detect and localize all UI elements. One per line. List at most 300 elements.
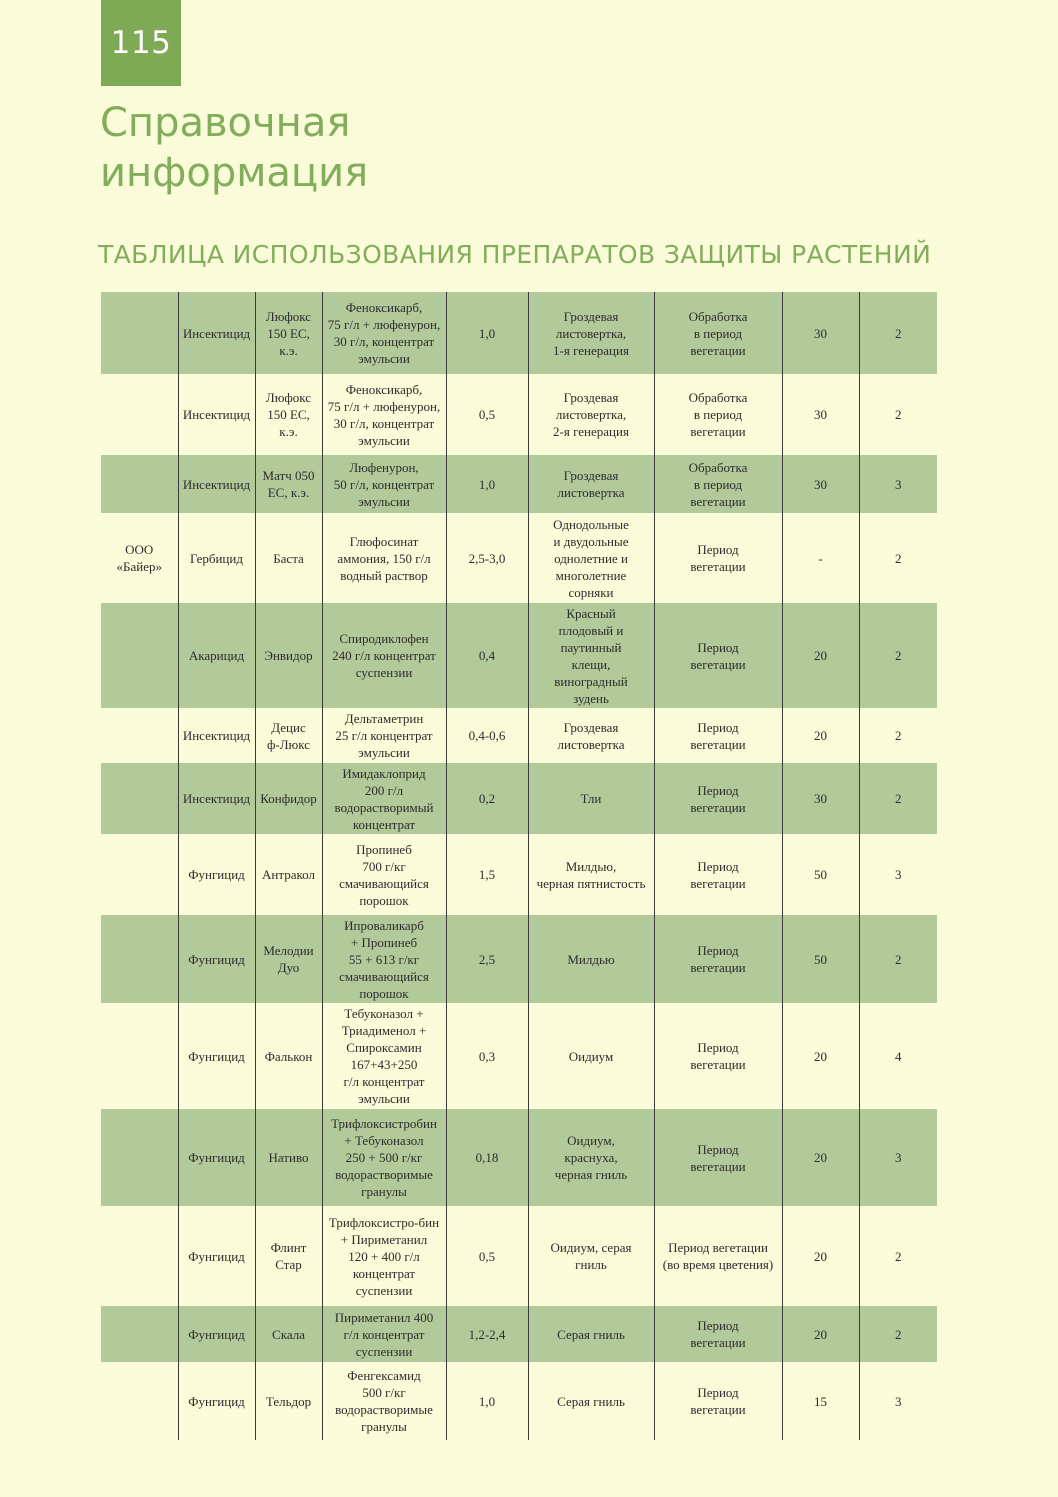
cell-line: Оидиум — [568, 1048, 614, 1064]
cell-line: Стар — [275, 1257, 302, 1272]
target-cell — [528, 455, 654, 513]
company-cell — [101, 763, 178, 834]
cell-value: 2 — [895, 325, 902, 341]
cell-value: 0,4 — [478, 648, 496, 663]
timing-cell — [654, 455, 782, 513]
timing-cell — [654, 374, 782, 455]
cell-line: 30 г/л, концентрат — [333, 415, 435, 431]
cell-line: Скала — [272, 1326, 305, 1342]
cell-line: 2-я генерация — [553, 424, 629, 439]
cell-line: Триадименол + — [341, 1023, 427, 1038]
page-number-tab — [101, 0, 181, 86]
treatments-count-cell — [859, 915, 937, 1003]
treatments-count-cell — [859, 1109, 937, 1206]
cell-value: 0,4-0,6 — [468, 728, 506, 743]
cell-line: гранулы — [361, 1419, 407, 1434]
cell-line: Мелодии — [263, 943, 314, 958]
cell-value: 30 — [814, 476, 827, 492]
product-cell — [255, 1206, 322, 1306]
waiting-days-cell — [782, 1003, 859, 1109]
cell-line: Энвидор — [264, 648, 313, 663]
cell-line: вегетации — [690, 656, 746, 672]
cell-line: Инсектицид — [182, 407, 251, 422]
cell-line: концентрат — [352, 1265, 416, 1281]
cell-line: паутинный — [560, 639, 622, 655]
cell-line: 700 г/кг — [362, 858, 406, 874]
cell-line: вегетации — [690, 960, 746, 975]
target-cell — [528, 374, 654, 455]
target-cell — [528, 603, 654, 708]
treatments-count-cell — [859, 1306, 937, 1362]
cell-line: и двудольные — [553, 533, 629, 549]
cell-line: Трифлоксистробин — [331, 1116, 437, 1131]
cell-line: Фалькон — [264, 1048, 313, 1064]
target-cell — [528, 763, 654, 834]
cell-value: 0,5 — [478, 1248, 496, 1264]
rate-cell — [446, 292, 528, 374]
rate-cell — [446, 1362, 528, 1440]
company-cell — [101, 708, 178, 763]
timing-cell — [654, 1109, 782, 1206]
cell-line: порошок — [359, 892, 409, 908]
treatments-count-cell — [859, 455, 937, 513]
cell-line: Серая гниль — [557, 1393, 625, 1409]
cell-value: 2 — [895, 648, 902, 663]
product-cell — [255, 513, 322, 603]
cell-line: вегетации — [690, 1158, 746, 1174]
cell-line: вегетации — [690, 342, 746, 358]
timing-cell — [654, 1003, 782, 1109]
cell-line: 55 + 613 г/кг — [348, 951, 420, 967]
cell-line: Дуо — [277, 960, 300, 975]
substance-cell — [322, 1362, 446, 1440]
cell-line: Период — [697, 1385, 739, 1400]
waiting-days-cell — [782, 374, 859, 455]
rate-cell — [446, 1306, 528, 1362]
cell-line: эмульсии — [358, 1091, 410, 1106]
product-cell — [255, 1109, 322, 1206]
target-cell — [528, 513, 654, 603]
table-row — [101, 1306, 937, 1362]
cell-line: Фунгицид — [188, 1150, 245, 1165]
cell-line: эмульсии — [358, 493, 410, 509]
cell-line: водорастворимые — [335, 1402, 433, 1417]
waiting-days-cell — [782, 1362, 859, 1440]
product-cell — [255, 763, 322, 834]
type-cell — [178, 1003, 255, 1109]
cell-line: Нативо — [268, 1150, 309, 1165]
cell-line: Обработка — [688, 459, 748, 475]
cell-line: краснуха, — [564, 1150, 618, 1165]
cell-line: Обработка — [688, 390, 748, 405]
cell-line: вегетации — [690, 424, 746, 439]
rate-cell — [446, 1109, 528, 1206]
company-cell — [101, 1306, 178, 1362]
company-cell — [101, 915, 178, 1003]
cell-line: суспензии — [355, 665, 413, 680]
cell-line: Антракол — [262, 867, 315, 882]
cell-line: плодовый и — [558, 622, 624, 638]
page-title-line: информация — [100, 150, 369, 196]
cell-value: 0,18 — [475, 1150, 499, 1165]
cell-value: 3 — [895, 476, 902, 492]
cell-line: Феноксикарб, — [345, 300, 423, 315]
cell-line: + Пириметанил — [340, 1231, 428, 1247]
table-row — [101, 1003, 937, 1109]
cell-line: Период — [697, 1318, 739, 1333]
cell-line: (во время цветения) — [662, 1257, 774, 1272]
cell-line: Гербицид — [190, 550, 243, 566]
type-cell — [178, 292, 255, 374]
cell-value: 2,5 — [478, 951, 496, 967]
table-body — [101, 292, 937, 1440]
cell-line: Период вегетации — [668, 1240, 768, 1255]
company-cell — [101, 455, 178, 513]
treatments-count-cell — [859, 1362, 937, 1440]
table-row — [101, 1206, 937, 1306]
cell-line: Милдью, — [565, 858, 617, 874]
type-cell — [178, 455, 255, 513]
cell-value: 1,2-2,4 — [468, 1326, 506, 1342]
cell-line: 250 + 500 г/кг — [345, 1150, 423, 1165]
cell-line: Тельдор — [265, 1393, 312, 1409]
type-cell — [178, 834, 255, 915]
cell-line: зудень — [573, 690, 609, 706]
treatments-count-cell — [859, 708, 937, 763]
cell-line: гниль — [575, 1257, 607, 1272]
cell-line: г/л концентрат — [343, 1326, 425, 1342]
company-cell — [101, 374, 178, 455]
cell-line: Однодольные — [553, 516, 629, 532]
type-cell — [178, 513, 255, 603]
cell-line: вегетации — [690, 1057, 746, 1072]
type-cell — [178, 1306, 255, 1362]
substance-cell — [322, 1306, 446, 1362]
cell-line: Пропинеб — [356, 841, 412, 857]
cell-line: Обработка — [688, 308, 748, 324]
cell-line: в период — [693, 407, 743, 422]
cell-value: 4 — [895, 1048, 902, 1064]
cell-line: суспензии — [355, 1282, 413, 1298]
type-cell — [178, 603, 255, 708]
product-cell — [255, 708, 322, 763]
page-title-line: Справочная — [100, 100, 351, 146]
product-cell — [255, 292, 322, 374]
cell-line: Инсектицид — [182, 325, 251, 341]
cell-line: эмульсии — [358, 432, 410, 448]
cell-line: Акарицид — [188, 648, 245, 663]
table-row — [101, 374, 937, 455]
cell-value: 30 — [814, 791, 827, 806]
cell-line: Период — [697, 858, 739, 874]
substance-cell — [322, 513, 446, 603]
cell-line: 1-я генерация — [553, 342, 629, 358]
cell-value: 2 — [895, 951, 902, 967]
target-cell — [528, 1362, 654, 1440]
cell-line: водорастворимый — [334, 799, 434, 815]
cell-line: 75 г/л + люфенурон, — [327, 398, 441, 414]
cell-line: вегетации — [690, 559, 746, 574]
cell-line: клещи, — [571, 656, 611, 672]
cell-line: «Байер» — [116, 559, 162, 574]
cell-line: Конфидор — [260, 791, 317, 806]
waiting-days-cell — [782, 1109, 859, 1206]
table-row — [101, 763, 937, 834]
cell-line: к.э. — [279, 424, 298, 439]
cell-line: Инсектицид — [182, 728, 251, 743]
substance-cell — [322, 763, 446, 834]
plant-protection-table — [101, 292, 937, 1440]
cell-line: Милдью — [567, 951, 615, 967]
cell-line: Люфенурон, — [349, 459, 419, 475]
table-row — [101, 915, 937, 1003]
waiting-days-cell — [782, 834, 859, 915]
cell-line: Инсектицид — [182, 791, 251, 806]
company-cell — [101, 292, 178, 374]
treatments-count-cell — [859, 374, 937, 455]
cell-line: 150 ЕС, — [267, 407, 310, 422]
timing-cell — [654, 603, 782, 708]
product-cell — [255, 374, 322, 455]
substance-cell — [322, 1206, 446, 1306]
cell-line: листовертка — [557, 485, 625, 500]
cell-line: виноградный — [554, 673, 628, 689]
target-cell — [528, 1306, 654, 1362]
timing-cell — [654, 708, 782, 763]
timing-cell — [654, 1306, 782, 1362]
cell-value: 2 — [895, 728, 902, 743]
cell-line: эмульсии — [358, 745, 410, 760]
cell-line: смачивающийся — [339, 968, 429, 984]
cell-line: Гроздевая — [563, 390, 619, 405]
cell-line: эмульсии — [358, 351, 410, 366]
cell-line: Фунгицид — [188, 1326, 245, 1342]
company-cell — [101, 1109, 178, 1206]
type-cell — [178, 915, 255, 1003]
substance-cell — [322, 455, 446, 513]
cell-value: 20 — [814, 728, 827, 743]
cell-line: 200 г/л — [364, 782, 404, 798]
cell-line: Матч 050 — [262, 468, 315, 483]
company-cell — [101, 834, 178, 915]
cell-line: Фунгицид — [188, 1048, 245, 1064]
type-cell — [178, 763, 255, 834]
cell-line: ЕС, к.э. — [267, 485, 310, 500]
cell-value: 1,0 — [478, 476, 496, 492]
company-cell — [101, 513, 178, 603]
cell-line: Гроздевая — [563, 468, 619, 483]
product-cell — [255, 603, 322, 708]
target-cell — [528, 834, 654, 915]
cell-value: 1,0 — [478, 1393, 496, 1409]
timing-cell — [654, 763, 782, 834]
substance-cell — [322, 292, 446, 374]
waiting-days-cell — [782, 455, 859, 513]
cell-line: вегетации — [690, 736, 746, 752]
substance-cell — [322, 1003, 446, 1109]
cell-line: Серая гниль — [557, 1326, 625, 1342]
type-cell — [178, 1362, 255, 1440]
cell-value: 2,5-3,0 — [468, 550, 506, 566]
target-cell — [528, 292, 654, 374]
rate-cell — [446, 763, 528, 834]
cell-line: листовертка, — [555, 407, 627, 422]
cell-value: 20 — [814, 1248, 827, 1264]
table-row — [101, 292, 937, 374]
waiting-days-cell — [782, 1306, 859, 1362]
type-cell — [178, 1206, 255, 1306]
cell-line: водорастворимые — [335, 1167, 433, 1182]
cell-line: Дельтаметрин — [344, 711, 424, 726]
table-row — [101, 603, 937, 708]
cell-line: 240 г/л концентрат — [332, 648, 436, 663]
cell-line: Баста — [273, 550, 304, 566]
cell-line: Период — [697, 542, 739, 557]
substance-cell — [322, 834, 446, 915]
cell-line: суспензии — [355, 1343, 413, 1359]
cell-line: Спироксамин — [346, 1040, 422, 1055]
cell-line: Люфокс — [265, 308, 312, 324]
substance-cell — [322, 1109, 446, 1206]
rate-cell — [446, 834, 528, 915]
table-title: ТАБЛИЦА ИСПОЛЬЗОВАНИЯ ПРЕПАРАТОВ ЗАЩИТЫ РАСТЕНИЙ — [98, 240, 932, 269]
treatments-count-cell — [859, 292, 937, 374]
cell-line: Инсектицид — [182, 476, 251, 492]
cell-line: листовертка — [557, 736, 625, 752]
cell-line: Глюфосинат — [349, 533, 419, 549]
cell-line: Пириметанил 400 — [334, 1309, 434, 1325]
target-cell — [528, 1206, 654, 1306]
type-cell — [178, 708, 255, 763]
cell-line: к.э. — [279, 342, 298, 358]
cell-line: черная пятнистость — [536, 875, 646, 891]
cell-value: 0,5 — [478, 407, 496, 422]
product-cell — [255, 834, 322, 915]
cell-line: Период — [697, 1141, 739, 1157]
cell-line: черная гниль — [554, 1167, 628, 1182]
product-cell — [255, 1003, 322, 1109]
cell-line: вегетации — [690, 875, 746, 891]
cell-line: в период — [693, 325, 743, 341]
cell-value: 50 — [814, 867, 827, 882]
cell-line: Децис — [271, 719, 306, 735]
cell-line: + Пропинеб — [350, 934, 418, 950]
treatments-count-cell — [859, 513, 937, 603]
cell-line: в период — [693, 476, 743, 492]
cell-line: Оидиум, — [567, 1133, 615, 1148]
cell-value: 30 — [814, 407, 827, 422]
cell-line: Фунгицид — [188, 1393, 245, 1409]
cell-line: гранулы — [361, 1184, 407, 1199]
cell-line: Тебуконазол + — [344, 1006, 424, 1021]
waiting-days-cell — [782, 603, 859, 708]
treatments-count-cell — [859, 1206, 937, 1306]
cell-line: 50 г/л, концентрат — [333, 476, 435, 492]
treatments-count-cell — [859, 763, 937, 834]
substance-cell — [322, 603, 446, 708]
page-number: 115 — [110, 25, 172, 61]
cell-value: 50 — [814, 951, 827, 967]
cell-line: Период — [697, 639, 739, 655]
product-cell — [255, 1306, 322, 1362]
cell-line: Период — [697, 943, 739, 958]
company-cell — [101, 1003, 178, 1109]
cell-line: 75 г/л + люфенурон, — [327, 317, 441, 332]
treatments-count-cell — [859, 603, 937, 708]
cell-line: Фунгицид — [188, 1248, 245, 1264]
rate-cell — [446, 603, 528, 708]
table-row — [101, 1362, 937, 1440]
cell-value: 30 — [814, 325, 827, 341]
cell-value: 2 — [895, 550, 902, 566]
waiting-days-cell — [782, 1206, 859, 1306]
cell-line: порошок — [359, 985, 409, 1001]
cell-line: Фунгицид — [188, 867, 245, 882]
cell-line: Имидаклоприд — [342, 765, 426, 781]
waiting-days-cell — [782, 763, 859, 834]
target-cell — [528, 1109, 654, 1206]
timing-cell — [654, 513, 782, 603]
table-row — [101, 708, 937, 763]
table-row — [101, 455, 937, 513]
cell-value: 1,0 — [478, 325, 496, 341]
table-row — [101, 513, 937, 603]
cell-value: 0,3 — [478, 1048, 496, 1064]
target-cell — [528, 915, 654, 1003]
cell-line: Флинт — [270, 1240, 307, 1255]
cell-line: вегетации — [690, 1335, 746, 1350]
cell-line: вегетации — [690, 493, 746, 509]
cell-line: 120 + 400 г/л — [348, 1248, 420, 1264]
cell-value: - — [818, 550, 823, 566]
cell-value: 3 — [895, 867, 902, 882]
cell-line: Спиродиклофен — [339, 631, 429, 646]
cell-line: сорняки — [568, 584, 614, 600]
cell-line: Гроздевая — [563, 719, 619, 735]
company-cell — [101, 1206, 178, 1306]
product-cell — [255, 915, 322, 1003]
timing-cell — [654, 1206, 782, 1306]
cell-line: Период — [697, 782, 739, 798]
cell-line: Фенгексамид — [347, 1368, 421, 1383]
cell-line: ООО — [125, 542, 154, 557]
cell-line: Трифлоксистро-бин — [328, 1214, 440, 1230]
timing-cell — [654, 915, 782, 1003]
rate-cell — [446, 1003, 528, 1109]
cell-value: 20 — [814, 648, 827, 663]
cell-value: 20 — [814, 1150, 827, 1165]
cell-value: 20 — [814, 1048, 827, 1064]
rate-cell — [446, 374, 528, 455]
cell-line: Тли — [580, 791, 602, 806]
target-cell — [528, 1003, 654, 1109]
cell-line: Красный — [566, 605, 616, 621]
rate-cell — [446, 1206, 528, 1306]
cell-line: Ипроваликарб — [344, 917, 424, 933]
cell-line: Оидиум, серая — [550, 1240, 632, 1255]
cell-line: 30 г/л, концентрат — [333, 334, 435, 349]
cell-value: 0,2 — [478, 791, 496, 806]
page-title — [100, 98, 368, 198]
cell-line: листовертка, — [555, 325, 627, 341]
waiting-days-cell — [782, 915, 859, 1003]
table-row — [101, 1109, 937, 1206]
cell-line: Фунгицид — [188, 951, 245, 967]
rate-cell — [446, 513, 528, 603]
cell-value: 20 — [814, 1326, 827, 1342]
cell-line: водный раствор — [340, 567, 428, 583]
cell-line: 25 г/л концентрат — [335, 728, 433, 743]
